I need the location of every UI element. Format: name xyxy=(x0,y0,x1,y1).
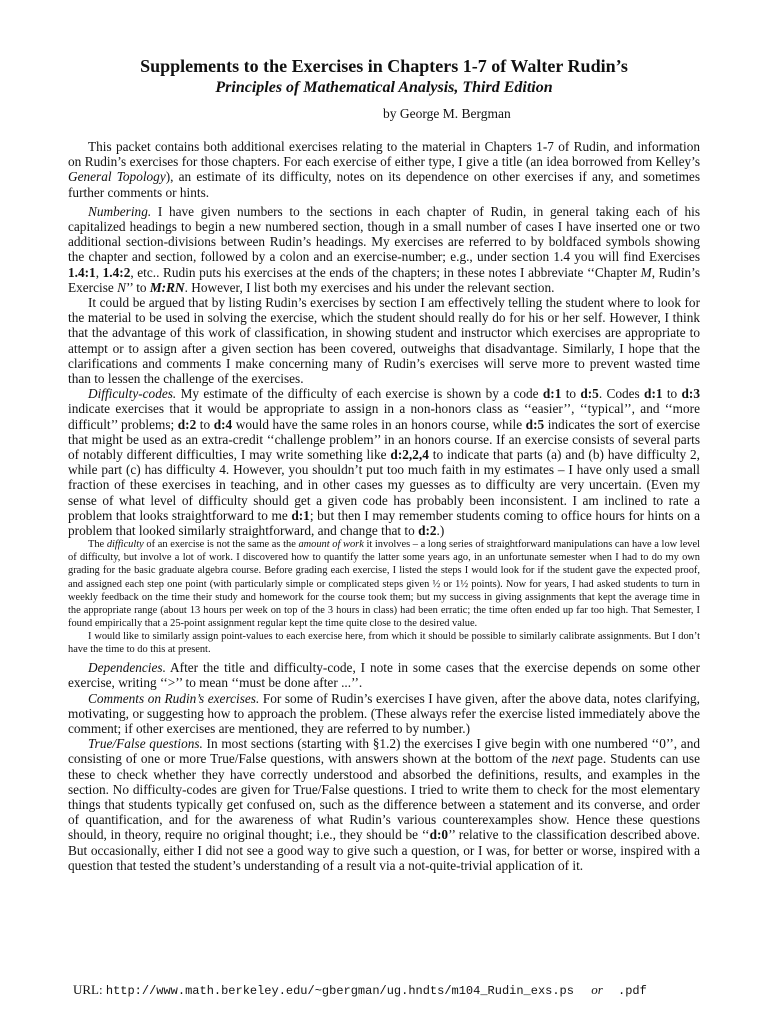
difficulty-heading: Difficulty-codes. xyxy=(88,386,177,402)
numbering-paragraph: Numbering. I have given numbers to the sections in each chapter of Rudin, in general taking each of his capitalized headings to begin a new numbered section, though in a small number of cases I have inserted one or two additional section-divisions between Rudin’s headings. My exercises are referred to by boldfaced symbols showing the chapter and section, followed by a colon and an exercise-number; e.g., under section 1.4 you will find Exercises 1.4:1, 1.4:2, etc.. Rudin puts his exercises at the ends of the chapters; in these notes I abbreviate ‘‘Chapter M, Rudin’s Exercise N’’ to M:RN. However, I list both my exercises and his under the relevant section. xyxy=(68,203,700,295)
intro-paragraph: This packet contains both additional exercises relating to the material in Chapters 1-7 of Rudin, and information on Rudin’s exercises for those chapters. For each exercise of either type, I give a title (an idea borrowed from Kelley’s General Topology), an estimate of its difficulty, notes on its dependence on other exercises if any, and sometimes further comments or hints. xyxy=(68,139,701,200)
comments-paragraph: Comments on Rudin’s exercises. For some of Rudin’s exercises I have given, after the above data, notes clarifying, motivating, or suggesting how to approach the problem. (These always refer the exercise listed immediately above the comment; if other exercises are mentioned, they are referred to by number.) xyxy=(68,690,700,736)
truefalse-heading: True/False questions. xyxy=(88,736,203,752)
point-values-paragraph: I would like to similarly assign point-values to each exercise here, from which it should be possible to similarly calibrate assignments. But I don’t have the time to do this at present. xyxy=(68,630,700,656)
argument-paragraph: It could be argued that by listing Rudin’s exercises by section I am effectively telling the student where to look for the material to be used in solving the exercise, which the student should really do for his or her self. However, I think that the advantage of this work of classification, in showing student and instructor which exercises are appropriate to attempt or to assign after a given section has been covered, outweighs that disadvantage. Similarly, I hope that the clarifications and comments I make concerning many of Rudin’s exercises will serve more to prevent wasted time than to lessen the challenge of the exercises. xyxy=(68,295,700,387)
author-line: by George M. Bergman xyxy=(383,106,511,121)
pdf-link[interactable]: .pdf xyxy=(618,984,647,998)
comments-heading: Comments on Rudin’s exercises. xyxy=(88,690,260,706)
document-subtitle: Principles of Mathematical Analysis, Third Edition xyxy=(215,79,553,96)
difficulty-paragraph: Difficulty-codes. My estimate of the difficulty of each exercise is shown by a code d:1 to d:5. Codes d:1 to d:3 indicate exercises that it would be appropriate to assign in a non-honors class as ‘‘easier’’, ‘‘typical’’, and ‘‘more difficult’’ problems; d:2 to d:4 would have the same roles in an honors course, while d:5 indicates the sort of exercise that might be used as an extra-credit ‘‘challenge problem’’ in an honors course. If an exercise consists of several parts of notably different difficulties, I may write something like d:2,2,4 to indicate that parts (a) and (b) have difficulty 2, while part (c) has difficulty 4. However, you shouldn’t put too much faith in my estimates – I have only used a small fraction of these exercises in teaching, and in other cases my guesses as to difficulty are very uncertain. (Even my sense of what level of difficulty should get a given code has probably been inconsistent. I am inclined to rate a problem that looks straightforward to me d:1; but then I may remember students coming to office hours for hints on a problem that looked similarly straightforward, and change that to d:2.) xyxy=(68,386,700,539)
url-footer xyxy=(73,982,647,999)
dependencies-heading: Dependencies. xyxy=(88,660,166,676)
difficulty-note-paragraph: The difficulty of an exercise is not the same as the amount of work it involves – a long series of straightforward manipulations can have a low level of difficulty, but involve a lot of work. I discovered how to quantify the latter some years ago, in an unfortunate semester when I had to do my own grading for the basic graduate algebra course. Before grading each exercise, I listed the steps I would look for if the student gave the expected proof, and assigned each step one point (with particularly simple or complicated steps given ½ or 1½ points). Now for years, I had asked students to turn in weekly feedback on the time their study and homework for the course took them; but my success in giving assignments that kept the average time in the appropriate range (about 13 hours per week on top of the 3 hours in class) had been erratic; the time often ended up far too high. That Semester, I found empirically that a 25-point assignment regular kept the time quite close to the desired value. xyxy=(68,539,700,629)
numbering-heading: Numbering. xyxy=(88,203,152,219)
url-label: URL: xyxy=(73,982,103,997)
document-body xyxy=(68,135,700,873)
url-or: or xyxy=(591,982,603,997)
difficulty-footnote xyxy=(68,538,700,656)
dependencies-paragraph: Dependencies. After the title and difficulty-code, I note in some cases that the exercise depends on some other exercise, writing ‘‘>’’ to mean ‘‘must be done after ...’’. xyxy=(68,660,700,691)
document-title: Supplements to the Exercises in Chapters 1-7 of Walter Rudin’s xyxy=(140,56,628,76)
truefalse-paragraph: True/False questions. In most sections (starting with §1.2) the exercises I give begin with one numbered ‘‘0’’, and consisting of one or more True/False questions, with answers shown at the bottom of the next page. Students can use these to check whether they have correctly understood and absorbed the definitions, results, and examples in the section. No difficulty-codes are given for True/False questions. I tried to write them to check for the most elementary things that students typically get confused on, such as the difference between a statement and its converse, and order of quantification, and for the awareness of what Rudin’s various counterexamples show. Hence these questions should, in theory, require no original thought; i.e., they should be ‘‘d:0’’ relative to the classification described above. But occasionally, either I did not see a good way to give such a question, or I was, for better or worse, inspired with a question that tested the student’s understanding of a result via a not-quite-trivial application of it. xyxy=(68,736,701,873)
url-link[interactable]: http://www.math.berkeley.edu/~gbergman/ug.hndts/m104_Rudin_exs.ps xyxy=(105,984,574,998)
